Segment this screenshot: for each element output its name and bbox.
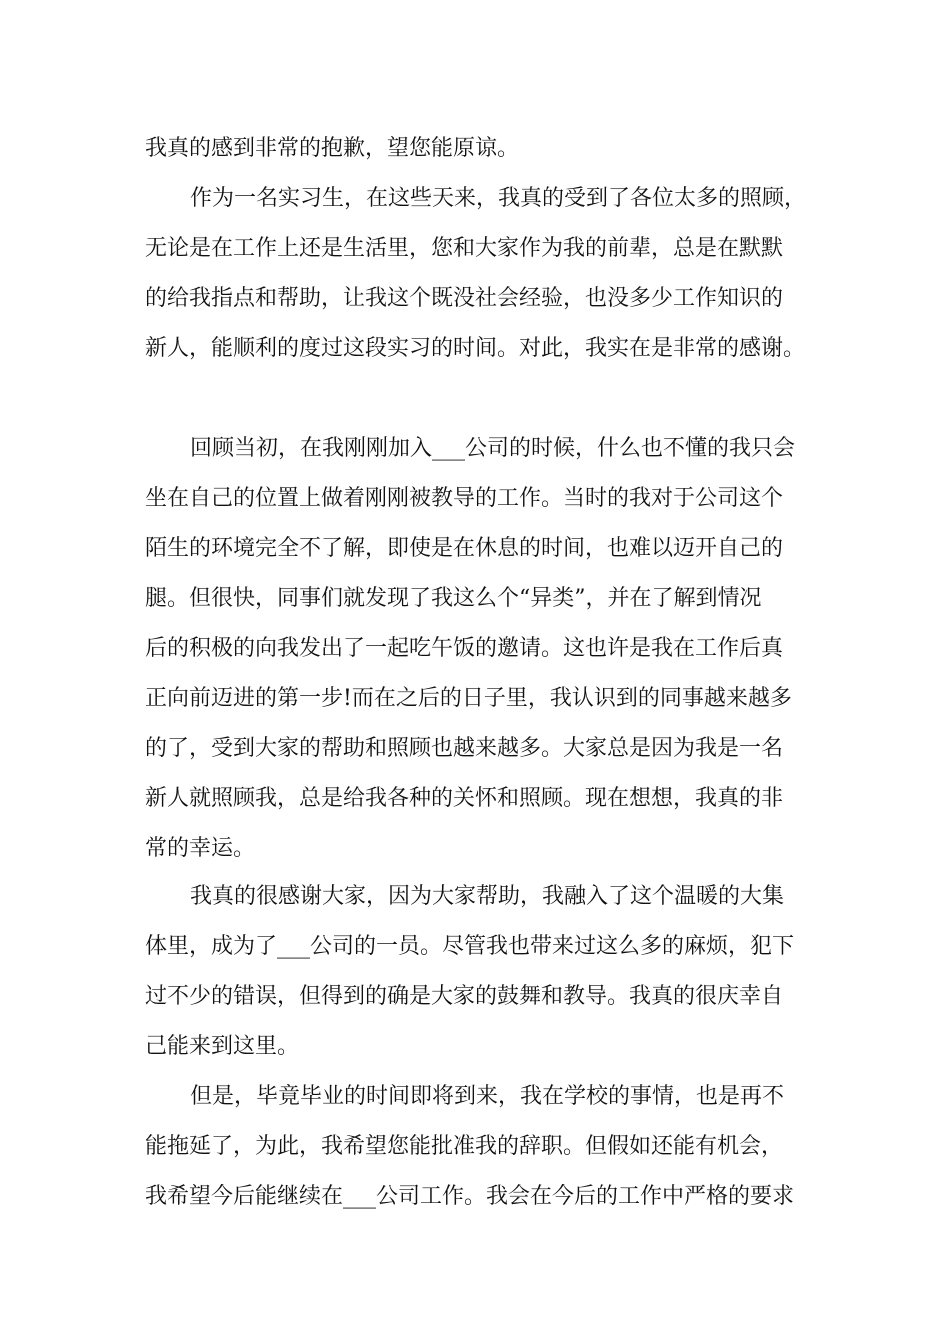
text-line: 的了，受到大家的帮助和照顾也越来越多。大家总是因为我是一名 xyxy=(145,736,784,761)
text-line: 过不少的错误，但得到的确是大家的鼓舞和教导。我真的很庆幸自 xyxy=(145,984,784,1009)
text-line: 我真的很感谢大家，因为大家帮助，我融入了这个温暖的大集 xyxy=(190,884,785,909)
text-line: 陌生的环境完全不了解，即使是在休息的时间，也难以迈开自己的 xyxy=(145,536,784,561)
text-line: 己能来到这里。 xyxy=(145,1034,300,1059)
text-line: 但是，毕竟毕业的时间即将到来，我在学校的事情，也是再不 xyxy=(190,1084,785,1109)
text-line: 体里，成为了___公司的一员。尽管我也带来过这么多的麻烦，犯下 xyxy=(145,934,795,959)
text-line: 坐在自己的位置上做着刚刚被教导的工作。当时的我对于公司这个 xyxy=(145,486,784,511)
text-line: 回顾当初，在我刚刚加入___公司的时候，什么也不懂的我只会 xyxy=(190,436,796,461)
text-line: 无论是在工作上还是生活里，您和大家作为我的前辈，总是在默默 xyxy=(145,236,784,261)
text-line: 新人就照顾我，总是给我各种的关怀和照顾。现在想想，我真的非 xyxy=(145,786,784,811)
text-line: 正向前迈进的第一步!而在之后的日子里，我认识到的同事越来越多 xyxy=(145,686,792,711)
text-line: 新人，能顺利的度过这段实习的时间。对此，我实在是非常的感谢。 xyxy=(145,336,806,361)
text-line: 后的积极的向我发出了一起吃午饭的邀请。这也许是我在工作后真 xyxy=(145,636,784,661)
text-line: 常的幸运。 xyxy=(145,836,256,861)
text-line: 能拖延了，为此，我希望您能批准我的辞职。但假如还能有机会， xyxy=(145,1134,784,1159)
text-line: 我真的感到非常的抱歉，望您能原谅。 xyxy=(145,136,520,161)
text-line: 腿。但很快，同事们就发现了我这么个“异类”，并在了解到情况 xyxy=(145,586,762,611)
text-line: 作为一名实习生，在这些天来，我真的受到了各位太多的照顾， xyxy=(190,186,807,211)
text-line: 我希望今后能继续在___公司工作。我会在今后的工作中严格的要求 xyxy=(145,1184,795,1209)
text-line: 的给我指点和帮助，让我这个既没社会经验，也没多少工作知识的 xyxy=(145,286,784,311)
